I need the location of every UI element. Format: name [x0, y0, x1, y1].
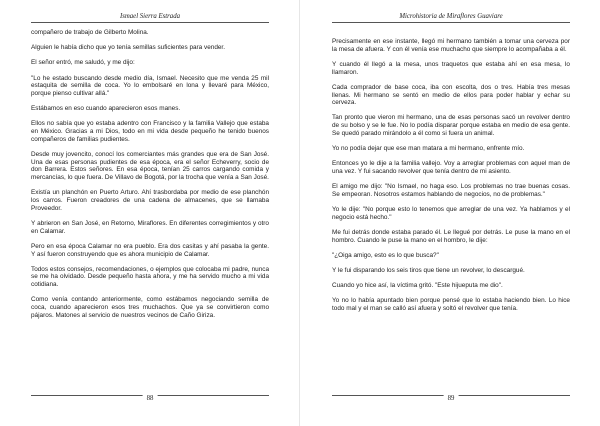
paragraph: "Lo he estado buscando desde medio día, Ismael. Necesito que me venda 25 mil estaquita de semilla de coca. Yo lo embolsaré en lona y llevaré para México, porque pienso cultivar allá.": [31, 74, 269, 98]
paragraph: Y le fui disparando los seis tiros que tiene un revolver, lo descargué.: [332, 267, 525, 275]
paragraph: Cada comprador de base coca, iba con escolta, dos o tres. Había tres mesas llenas. Mi hermano se sentó en medio de ellos para poder hablar y echar su cerveza.: [332, 83, 570, 107]
paragraph: Cuando yo hice así, la víctima gritó. "Este hijueputa me dio".: [332, 282, 503, 290]
paragraph: Precisamente en ese instante, llegó mi hermano también a tomar una cerveza por la mesa de afuera. Y con él venía ese muchacho que siempre lo acompañaba a él.: [332, 38, 570, 53]
right-page-footer: [332, 395, 570, 403]
paragraph: Ellos no sabía que yo estaba adentro con Francisco y la familia Vallejo que estaba en México. Gracias a mi Dios, todo en mi vida desde pequeño he tenido buenos compañeros de familias pudientes.: [31, 120, 269, 143]
paragraph: Pero en esa época Calamar no era pueblo. Era dos casitas y ahí pasaba la gente. Y así fueron construyendo que es ahora municipio de Calamar.: [31, 242, 269, 258]
paragraph: "¿Oiga amigo, esto es lo que busca?": [332, 251, 439, 259]
paragraph: El señor entró, me saludó, y me dijo:: [31, 59, 135, 67]
paragraph: Alguien le había dicho que yo tenía semillas suficientes para vender.: [31, 44, 225, 52]
right-page-body: [332, 38, 570, 320]
page-number: 88: [143, 395, 158, 403]
paragraph: Y abrieron en San José, en Retorno, Miraflores. En diferentes corregimientos y otro en Calamar.: [31, 219, 269, 235]
left-page-body: [31, 29, 269, 327]
paragraph: Entonces yo le dije a la familia vallejo. Voy a arreglar problemas con aquel man de una vez. Y fui sacando revolver que tenía dentro de mi asiento.: [332, 160, 570, 175]
paragraph: Desde muy jovencito, conocí los comerciantes más grandes que era de San José. Una de esas personas pudientes de esa época, era el señor Echeverry, socio de don Barrera. Estos señores. En esa época, tenían 25 carros cargando comida y mercancías, lo que fuera. De Villavo de Bogotá, por la trocha que venía a San José.: [31, 151, 269, 182]
paragraph: Tan pronto que vieron mi hermano, una de esas personas sacó un revolver dentro de su bolso y se le fue. No lo podía disparar porque estaba en medio de esa gente. Se quedó parado mirándolo a él como si fuera un animal.: [332, 114, 570, 137]
paragraph: Estábamos en eso cuando aparecieron esos manes.: [31, 105, 181, 113]
paragraph: Me fui detrás donde estaba parado él. Le llegué por detrás. Le puse la mano en el hombro. Cuando le puse la mano en el hombro, le dije:: [332, 228, 570, 244]
paragraph: compañero de trabajo de Gilberto Molina.: [31, 29, 149, 36]
paragraph: Todos estos consejos, recomendaciones, o ejemplos que colocaba mi padre, nunca se me ha olvidado. Desde pequeño hasta ahora, y me ha servido mucho a mi vida cotidiana.: [31, 265, 269, 289]
left-page-header: Ismael Sierra Estrada: [31, 13, 269, 23]
paragraph: Existía un planchón en Puerto Arturo. Ahí trasbordaba por medio de ese planchón los carros. Fueron creadores de una cadena de almacenes, que se llamaba Proveedor.: [31, 189, 269, 212]
paragraph: El amigo me dijo: "No Ismael, no haga eso. Los problemas no trae buenas cosas. Se empeoran. Nosotros estamos hablando de negocios, no de problemas.": [332, 183, 570, 198]
paragraph: Yo le dije: "No porque esto lo tenemos que arreglar de una vez. Ya hablamos y el negocio está hecho.": [332, 206, 570, 221]
page-number: 89: [444, 395, 459, 403]
paragraph: Y cuando él llegó a la mesa, unos traquetos que estaba ahí en esa mesa, lo llamaron.: [332, 60, 570, 76]
left-page-footer: [31, 395, 269, 403]
paragraph: Yo no podía dejar que ese man matara a mi hermano, enfrente mío.: [332, 145, 525, 153]
right-page: [300, 0, 600, 426]
paragraph: Como venía contando anteriormente, como estábamos negociando semilla de coca, cuando aparecieron esos tres muchachos. Que ya se convirtieron como pájaros. Matones al servicio de nuestros vecinos de Caño Giriza.: [31, 296, 269, 319]
right-page-header: Microhistoria de Miraflores Guaviare: [332, 13, 570, 23]
paragraph: Yo no lo había apuntado bien porque pensé que lo estaba haciendo bien. Lo hice todo mal y el man se calló así afuera y soltó el revolver que tenía.: [332, 297, 570, 313]
